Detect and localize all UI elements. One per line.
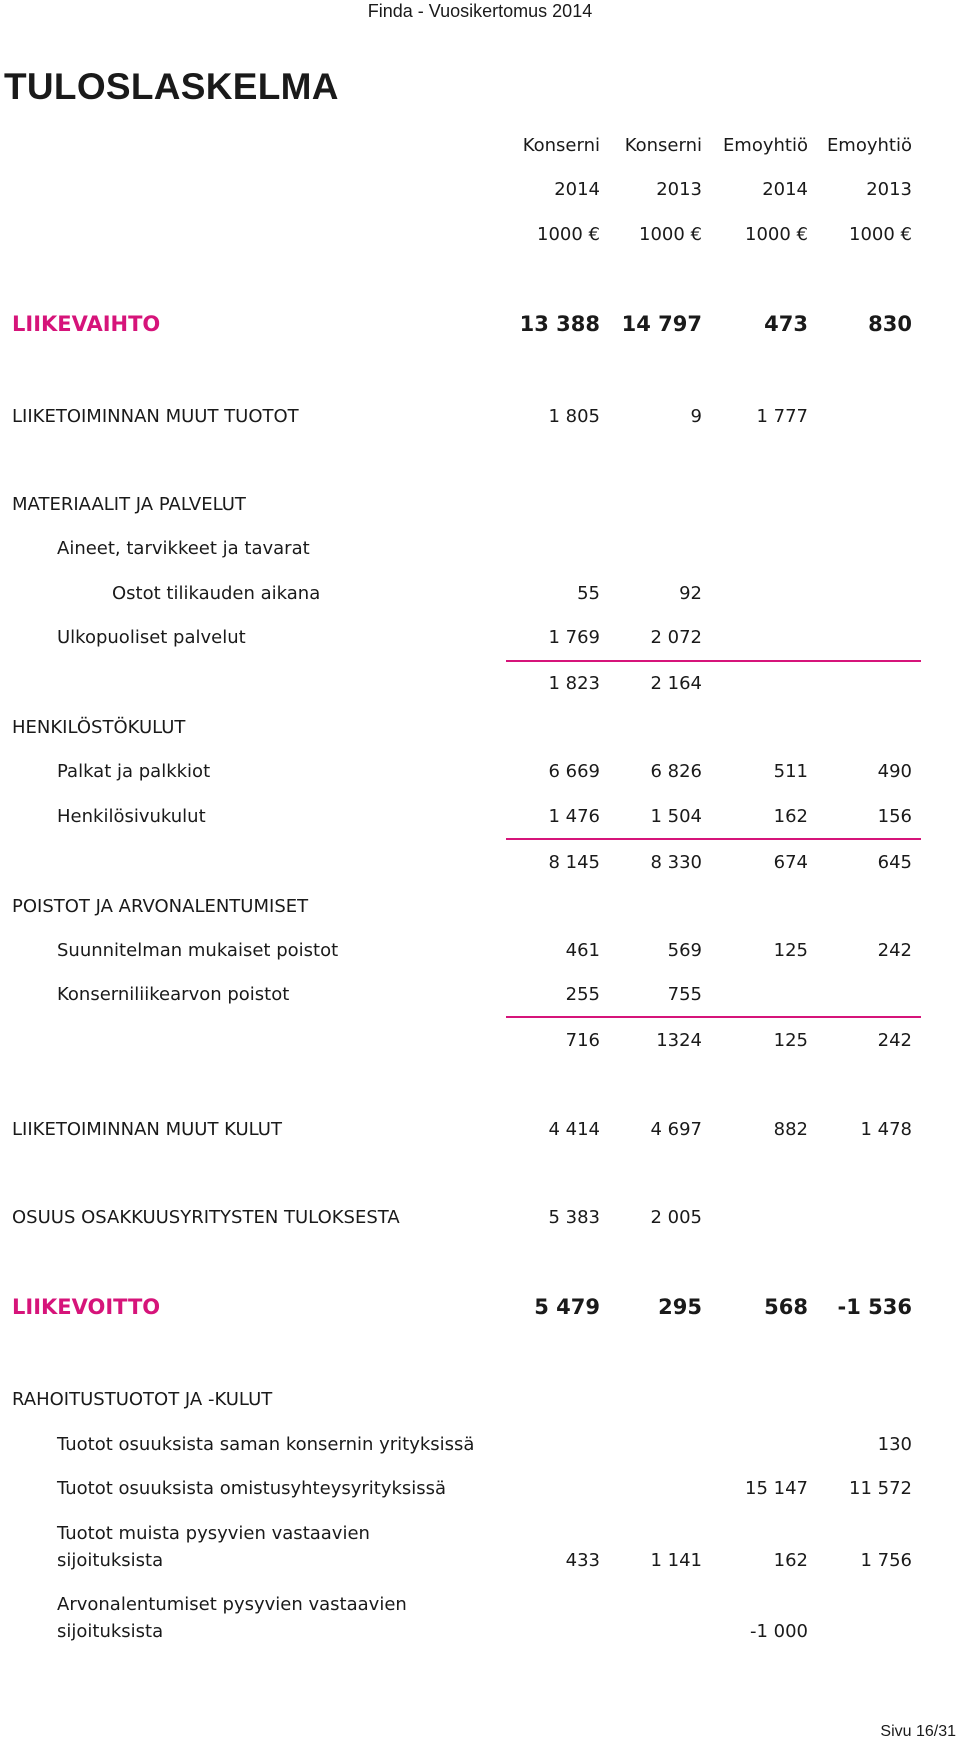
row-suunnitelman <box>0 939 960 963</box>
row-aineet <box>0 537 960 561</box>
row-label: Tuotot osuuksista omistusyhteysyrityksissä <box>57 1478 447 1499</box>
row-poistot-subtotal <box>0 1029 960 1053</box>
column-unit: 1000 € <box>537 224 600 245</box>
row-value: 6 826 <box>650 761 702 782</box>
row-value: 1 478 <box>860 1119 912 1140</box>
column-entity: Konserni <box>624 135 702 156</box>
row-label: LIIKEVAIHTO <box>12 312 161 336</box>
column-unit: 1000 € <box>849 224 912 245</box>
row-ulkopuoliset <box>0 626 960 650</box>
subtotal-value: 674 <box>773 852 808 873</box>
row-label: Palkat ja palkkiot <box>57 761 211 782</box>
row-value: 55 <box>577 583 600 604</box>
row-label: Suunnitelman mukaiset poistot <box>57 940 339 961</box>
row-tuotot-muista-label <box>0 1522 960 1546</box>
row-arvonalentumiset-label <box>0 1593 960 1617</box>
row-value: 255 <box>565 984 600 1005</box>
row-value: 242 <box>877 940 912 961</box>
row-label: Arvonalentumiset pysyvien vastaavien <box>57 1594 407 1615</box>
row-value: 9 <box>690 406 702 427</box>
row-value: 5 383 <box>548 1207 600 1228</box>
row-value: 162 <box>773 1550 808 1571</box>
row-muut-kulut <box>0 1118 960 1142</box>
column-entity: Emoyhtiö <box>722 135 808 156</box>
section-label: MATERIAALIT JA PALVELUT <box>12 494 246 515</box>
row-label: Ulkopuoliset palvelut <box>57 627 246 648</box>
column-entity: Konserni <box>522 135 600 156</box>
document-header: Finda - Vuosikertomus 2014 <box>367 1 593 21</box>
subtotal-value: 645 <box>877 852 912 873</box>
row-liikevaihto <box>0 312 960 336</box>
row-value: 14 797 <box>621 312 702 336</box>
row-materiaalit <box>0 493 960 517</box>
row-value: 162 <box>773 806 808 827</box>
row-value: 569 <box>667 940 702 961</box>
row-value: -1 000 <box>749 1621 808 1642</box>
column-header-entity <box>0 134 960 158</box>
section-label: RAHOITUSTUOTOT JA -KULUT <box>12 1389 273 1410</box>
row-rahoitus <box>0 1388 960 1412</box>
row-value: 1 805 <box>548 406 600 427</box>
row-value: 4 414 <box>548 1119 600 1140</box>
row-value: 511 <box>773 761 808 782</box>
row-arvonalentumiset <box>0 1620 960 1644</box>
row-palkat <box>0 760 960 784</box>
subsection-label: Aineet, tarvikkeet ja tavarat <box>57 538 310 559</box>
row-label: Henkilösivukulut <box>57 806 206 827</box>
row-value: 92 <box>679 583 702 604</box>
row-value: 13 388 <box>519 312 600 336</box>
row-materiaalit-subtotal <box>0 672 960 696</box>
row-label: Ostot tilikauden aikana <box>112 583 321 604</box>
row-value: 156 <box>877 806 912 827</box>
row-ostot <box>0 582 960 606</box>
row-label: LIIKEVOITTO <box>12 1295 161 1319</box>
row-value: 4 697 <box>650 1119 702 1140</box>
subtotal-value: 8 330 <box>650 852 702 873</box>
row-value: 433 <box>565 1550 600 1571</box>
row-value: 882 <box>773 1119 808 1140</box>
row-poistot <box>0 895 960 919</box>
row-value: 1 141 <box>650 1550 702 1571</box>
row-tuotot-omistus <box>0 1477 960 1501</box>
row-value: 11 572 <box>849 1478 912 1499</box>
subtotal-value: 2 164 <box>650 673 702 694</box>
row-label: Tuotot muista pysyvien vastaavien <box>57 1523 370 1544</box>
row-value: 1 769 <box>548 627 600 648</box>
subtotal-value: 242 <box>877 1030 912 1051</box>
row-label-continued: sijoituksista <box>57 1621 164 1642</box>
row-value: 490 <box>877 761 912 782</box>
column-unit: 1000 € <box>639 224 702 245</box>
row-konserniliikearvon <box>0 983 960 1007</box>
row-label-continued: sijoituksista <box>57 1550 164 1571</box>
column-unit: 1000 € <box>745 224 808 245</box>
column-year: 2013 <box>656 179 702 200</box>
row-label: Tuotot osuuksista saman konsernin yrityksissä <box>57 1434 475 1455</box>
row-label: LIIKETOIMINNAN MUUT KULUT <box>12 1119 282 1140</box>
row-henkilosto <box>0 716 960 740</box>
row-value: 1 756 <box>860 1550 912 1571</box>
row-henkilosto-subtotal <box>0 851 960 875</box>
column-year: 2014 <box>554 179 600 200</box>
column-header-unit <box>0 223 960 247</box>
subtotal-rule <box>506 660 921 662</box>
page-number: Sivu 16/31 <box>880 1723 956 1740</box>
section-label: HENKILÖSTÖKULUT <box>12 717 186 738</box>
row-sivukulut <box>0 805 960 829</box>
row-value: 2 005 <box>650 1207 702 1228</box>
row-value: 1 476 <box>548 806 600 827</box>
row-value: 295 <box>658 1295 702 1319</box>
subtotal-value: 1324 <box>656 1030 702 1051</box>
row-value: 1 777 <box>756 406 808 427</box>
row-liikevoitto <box>0 1295 960 1319</box>
row-muut-tuotot <box>0 405 960 429</box>
row-value: 473 <box>764 312 808 336</box>
row-value: 5 479 <box>534 1295 600 1319</box>
row-tuotot-konserni <box>0 1433 960 1457</box>
section-label: POISTOT JA ARVONALENTUMISET <box>12 896 309 917</box>
column-header-year <box>0 178 960 202</box>
row-label: LIIKETOIMINNAN MUUT TUOTOT <box>12 406 299 427</box>
column-entity: Emoyhtiö <box>826 135 912 156</box>
row-value: 830 <box>868 312 912 336</box>
row-value: 568 <box>764 1295 808 1319</box>
row-value: 1 504 <box>650 806 702 827</box>
row-osuus <box>0 1206 960 1230</box>
column-year: 2013 <box>866 179 912 200</box>
subtotal-value: 716 <box>565 1030 600 1051</box>
row-value: 130 <box>877 1434 912 1455</box>
row-value: 461 <box>565 940 600 961</box>
subtotal-value: 125 <box>773 1030 808 1051</box>
row-value: 125 <box>773 940 808 961</box>
row-tuotot-muista <box>0 1549 960 1573</box>
subtotal-rule <box>506 838 921 840</box>
row-value: 6 669 <box>548 761 600 782</box>
subtotal-rule <box>506 1016 921 1018</box>
column-year: 2014 <box>762 179 808 200</box>
row-value: 755 <box>667 984 702 1005</box>
subtotal-value: 1 823 <box>548 673 600 694</box>
row-label: OSUUS OSAKKUUSYRITYSTEN TULOKSESTA <box>12 1207 400 1228</box>
row-value: 2 072 <box>650 627 702 648</box>
page-title: TULOSLASKELMA <box>4 66 339 107</box>
row-value: -1 536 <box>837 1295 912 1319</box>
row-label: Konserniliikearvon poistot <box>57 984 290 1005</box>
subtotal-value: 8 145 <box>548 852 600 873</box>
row-value: 15 147 <box>745 1478 808 1499</box>
